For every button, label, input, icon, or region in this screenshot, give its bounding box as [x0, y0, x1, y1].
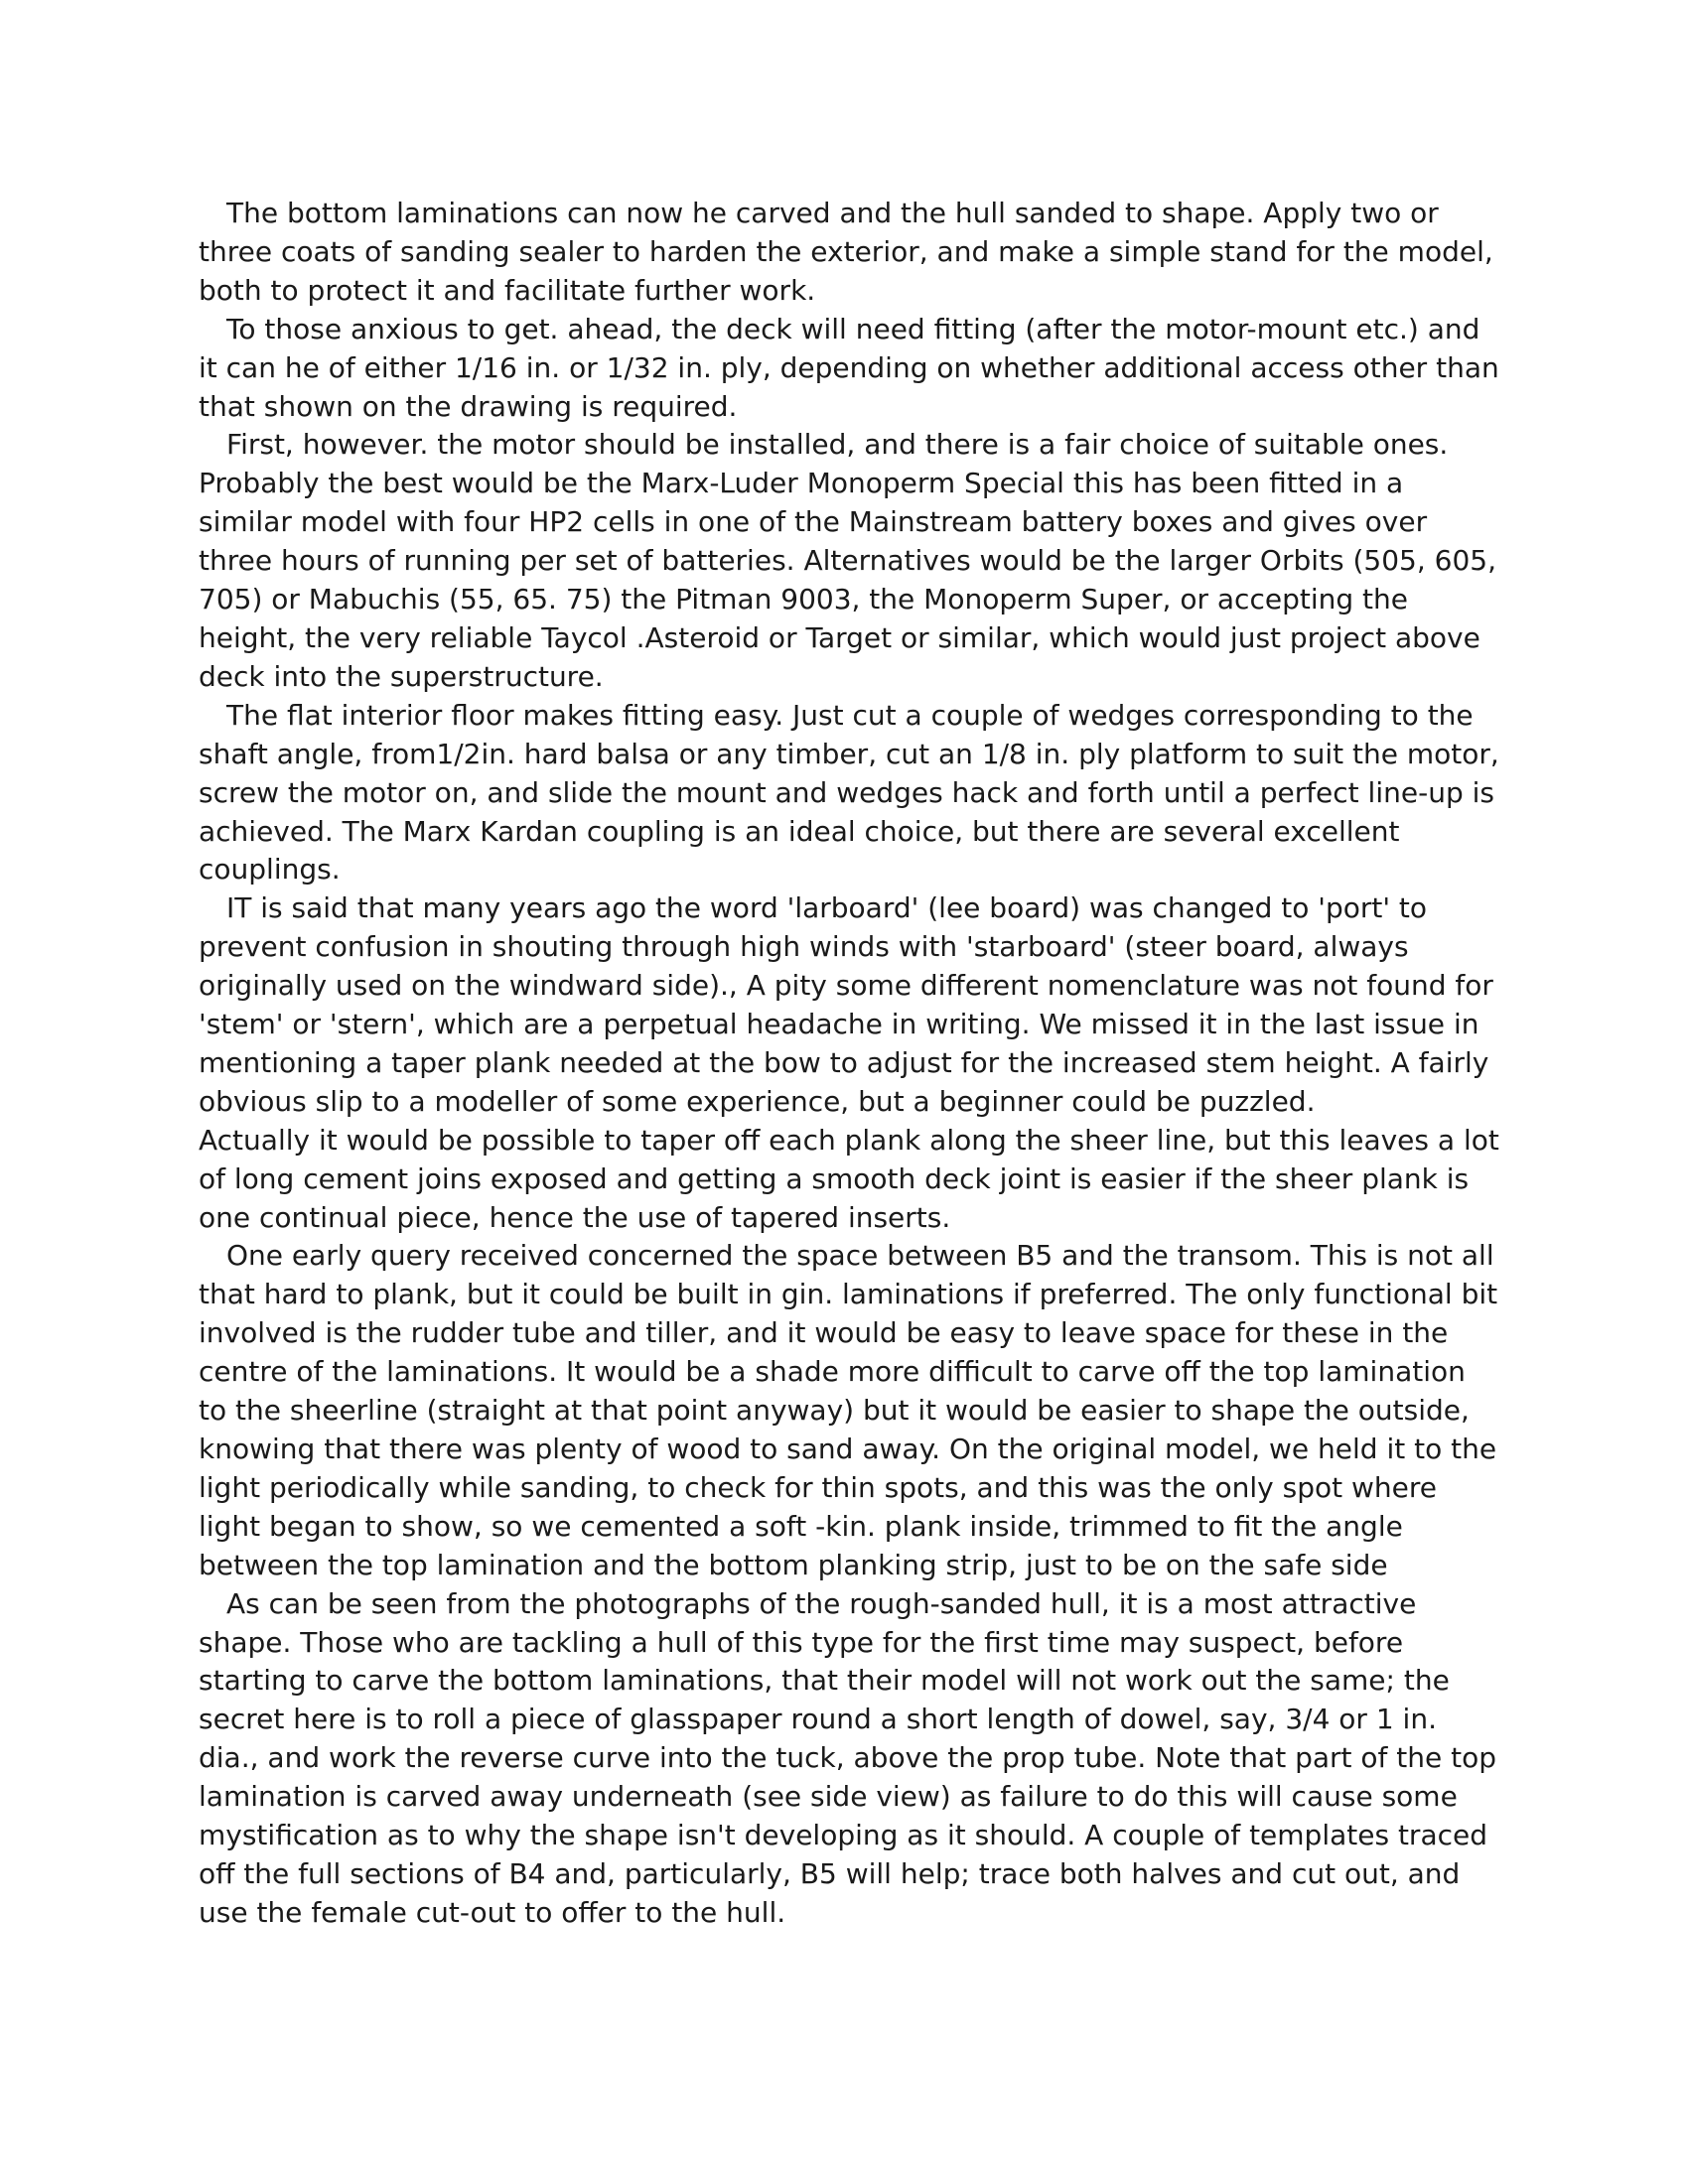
- paragraph-3: First, however. the motor should be installed, and there is a fair choice of suitable ones. Probably the best would be the Marx-Luder Monoperm Special this has been fitted in a similar model with four HP2 cells in one of the Mainstream battery boxes and gives over three hours of running per set of batteries. Alternatives would be the larger Orbits (505, 605, 705) or Mabuchis (55, 65. 75) the Pitman 9003, the Monoperm Super, or accepting the height, the very reliable Taycol .Asteroid or Target or similar, which would just project above deck into the superstructure.: [199, 428, 1496, 693]
- paragraph-2: To those anxious to get. ahead, the deck will need fitting (after the motor-mount etc.) and it can he of either 1/16 in. or 1/32 in. ply, depending on whether additional access other than that shown on the drawing is required.: [199, 312, 1499, 423]
- paragraph-4: The flat interior floor makes fitting easy. Just cut a couple of wedges corresponding to the shaft angle, from1/2in. hard balsa or any timber, cut an 1/8 in. ply platform to suit the motor, screw the motor on, and slide the mount and wedges hack and forth until a perfect line-up is achieved. The Marx Kardan coupling is an ideal choice, but there are several excellent couplings.: [199, 698, 1499, 887]
- paragraph-7: One early query received concerned the space between B5 and the transom. This is not all that hard to plank, but it could be built in gin. laminations if preferred. The only functional bit involved is the rudder tube and tiller, and it would be easy to leave space for these in the centre of the laminations. It would be a shade more difficult to carve off the top lamination to the sheerline (straight at that point anyway) but it would be easier to shape the outside, knowing that there was plenty of wood to sand away. On the original model, we held it to the light periodically while sanding, to check for thin spots, and this was the only spot where light began to show, so we cemented a soft -kin. plank inside, trimmed to fit the angle between the top lamination and the bottom planking strip, just to be on the safe side: [199, 1239, 1498, 1581]
- paragraph-8: As can be seen from the photographs of the rough-sanded hull, it is a most attractive shape. Those who are tackling a hull of this type for the first time may suspect, before starting to carve the bottom laminations, that their model will not work out the same; the secret here is to roll a piece of glasspaper round a short length of dowel, say, 3/4 or 1 in. dia., and work the reverse curve into the tuck, above the prop tube. Note that part of the top lamination is carved away underneath (see side view) as failure to do this will cause some mystification as to why the shape isn't developing as it should. A couple of templates traced off the full sections of B4 and, particularly, B5 will help; trace both halves and cut out, and use the female cut-out to offer to the hull.: [199, 1586, 1497, 1929]
- document-page: [199, 195, 1499, 1933]
- paragraph-5: IT is said that many years ago the word 'larboard' (lee board) was changed to 'port' to prevent confusion in shouting through high winds with 'starboard' (steer board, always originally used on the windward side)., A pity some different nomenclature was not found for 'stem' or 'stern', which are a perpetual headache in writing. We missed it in the last issue in mentioning a taper plank needed at the bow to adjust for the increased stem height. A fairly obvious slip to a modeller of some experience, but a beginner could be puzzled.: [199, 891, 1493, 1118]
- paragraph-6: Actually it would be possible to taper off each plank along the sheer line, but this leaves a lot of long cement joins exposed and getting a smooth deck joint is easier if the sheer plank is one continual piece, hence the use of tapered inserts.: [199, 1123, 1499, 1234]
- paragraph-1: The bottom laminations can now he carved and the hull sanded to shape. Apply two or three coats of sanding sealer to harden the exterior, and make a simple stand for the model, both to protect it and facilitate further work.: [199, 197, 1493, 307]
